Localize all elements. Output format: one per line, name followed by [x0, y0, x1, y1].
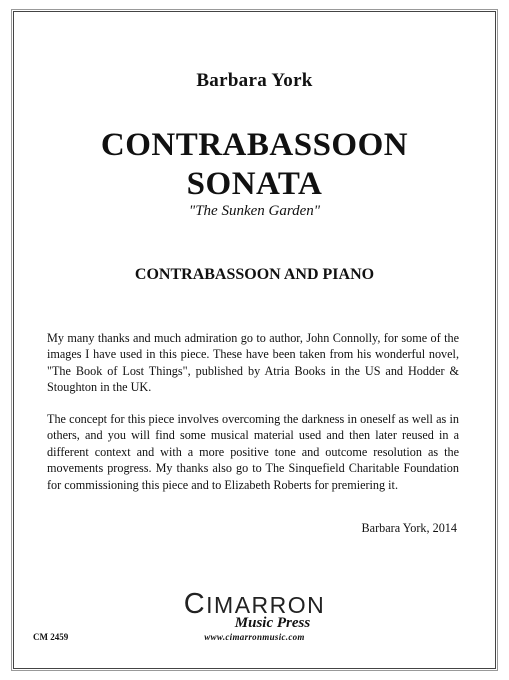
composer-name: Barbara York [196, 70, 313, 91]
catalog-number: CM 2459 [33, 632, 69, 642]
instrumentation: CONTRABASSOON AND PIANO [134, 266, 375, 283]
title-line-2: SONATA [186, 166, 323, 202]
publisher-name-initial: C [183, 588, 207, 620]
publisher-logo [0, 588, 509, 642]
subtitle: "The Sunken Garden" [188, 203, 321, 219]
publisher-name [0, 588, 509, 620]
note-signature: Barbara York, 2014 [361, 521, 457, 535]
publisher-url: www.cimarronmusic.com [204, 632, 305, 642]
program-note-paragraph-1: My many thanks and much admiration go to author, John Connolly, for some of the images I have used in this piece. These have been taken from his wonderful novel, "The Book of Lost Things", published by Atria Books in the US and Hodder & Stoughton in the UK. [47, 331, 459, 395]
program-note-paragraph-2: The concept for this piece involves overcoming the darkness in oneself as well as in others, and you will find some musical material used and then later reused in a different context and with a more positive tone and outcome resolution as the movements progress. My thanks also go to The Sinquefield Charitable Foundation for commissioning this piece and to Elizabeth Roberts for premiering it. [47, 412, 459, 492]
publisher-press: Music Press [234, 615, 311, 631]
publisher-name-rest: IMARRON [206, 592, 326, 618]
title-line-1: CONTRABASSOON [100, 127, 409, 163]
